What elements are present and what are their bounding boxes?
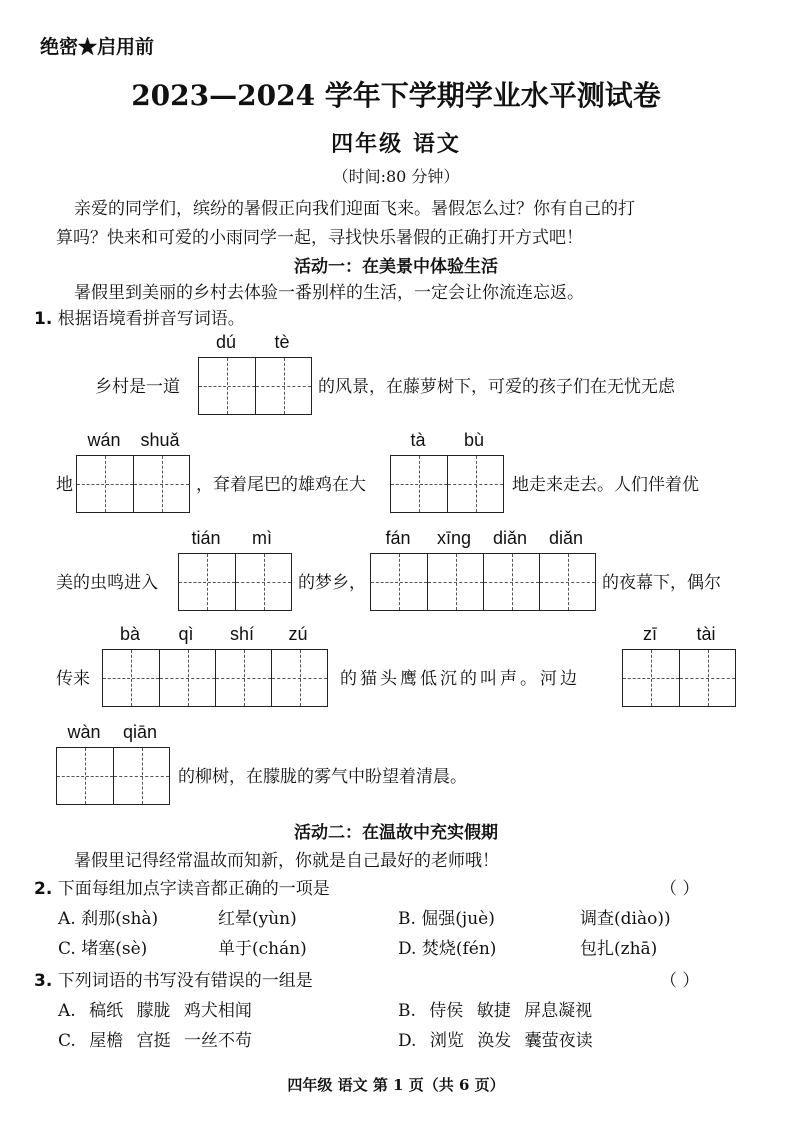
writing-grid[interactable] [370, 553, 596, 611]
question-number: 1. [34, 309, 53, 329]
writing-grid[interactable] [102, 649, 328, 707]
answer-blank[interactable]: （ ） [660, 971, 700, 991]
pinyin: diǎn [548, 528, 584, 548]
sentence-text: 的猫头鹰低沉的叫声。河边 [340, 669, 580, 689]
option-d: D. 焚烧(fén) [398, 939, 497, 959]
sentence-text: 的风景，在藤萝树下，可爱的孩子们在无忧无虑 [318, 377, 675, 397]
sentence-text: 传来 [56, 669, 90, 689]
question-1 [34, 304, 245, 329]
option-b: B. 侍侯 敏捷 屏息凝视 [398, 1001, 593, 1021]
writing-grid[interactable] [76, 455, 190, 513]
exam-subtitle: 四年级 语文 [331, 131, 461, 157]
pinyin: bà [119, 624, 141, 644]
exam-time: （时间:80 分钟） [332, 167, 460, 186]
option-a: A. 刹那(shà) [58, 909, 159, 929]
pinyin: qì [178, 624, 194, 644]
writing-grid[interactable] [622, 649, 736, 707]
answer-blank[interactable]: （ ） [660, 879, 700, 899]
pinyin: bù [463, 430, 485, 450]
sentence-text: 地 [56, 475, 73, 495]
pinyin: wán [87, 430, 121, 450]
option-b-2: 调查(diào)) [580, 909, 671, 929]
pinyin: diǎn [492, 528, 528, 548]
option-c: C. 屋檐 宫挺 一丝不苟 [58, 1031, 253, 1051]
option-d: D. 浏览 涣发 囊萤夜读 [398, 1031, 593, 1051]
sentence-text: 的柳树，在朦胧的雾气中盼望着清晨。 [178, 767, 467, 787]
sentence-text: ，耷着尾巴的雄鸡在大 [196, 475, 366, 495]
option-b: B. 倔强(juè) [398, 909, 495, 929]
question-text: 下列词语的书写没有错误的一组是 [57, 971, 313, 991]
question-2 [34, 874, 330, 899]
intro-line-1: 亲爱的同学们，缤纷的暑假正向我们迎面飞来。暑假怎么过？你有自己的打 [74, 199, 635, 219]
page-footer: 四年级 语文 第 1 页（共 6 页） [287, 1076, 505, 1094]
sentence-text: 的梦乡， [298, 573, 366, 593]
option-a: A. 稿纸 朦胧 鸡犬相闻 [58, 1001, 252, 1021]
option-c: C. 堵塞(sè) [58, 939, 148, 959]
pinyin: tà [410, 430, 426, 450]
question-text: 根据语境看拼音写词语。 [57, 309, 245, 329]
activity-1-title: 活动一：在美景中体验生活 [294, 257, 498, 277]
pinyin: shuǎ [140, 430, 180, 450]
activity-2-desc: 暑假里记得经常温故而知新，你就是自己最好的老师哦！ [74, 851, 499, 871]
question-number: 3. [34, 971, 53, 991]
intro-line-2: 算吗？快来和可爱的小雨同学一起，寻找快乐暑假的正确打开方式吧！ [56, 228, 583, 248]
pinyin: zī [642, 624, 657, 644]
pinyin: fán [385, 528, 411, 548]
question-number: 2. [34, 879, 53, 899]
sentence-text: 美的虫鸣进入 [56, 573, 158, 593]
confidential-label: 绝密★启用前 [40, 36, 155, 58]
sentence-text: 乡村是一道 [95, 377, 180, 397]
writing-grid[interactable] [390, 455, 504, 513]
pinyin: xīng [436, 528, 472, 548]
pinyin: zú [288, 624, 308, 644]
pinyin: mì [252, 528, 272, 548]
option-c-2: 单于(chán) [218, 939, 307, 959]
sentence-text: 的夜幕下，偶尔 [602, 573, 721, 593]
writing-grid[interactable] [198, 357, 312, 415]
activity-1-desc: 暑假里到美丽的乡村去体验一番别样的生活，一定会让你流连忘返。 [74, 283, 584, 303]
pinyin: tián [191, 528, 221, 548]
pinyin: wàn [67, 722, 101, 742]
exam-title: 2023—2024 学年下学期学业水平测试卷 [131, 79, 661, 112]
option-d-2: 包扎(zhā) [580, 939, 658, 959]
question-text: 下面每组加点字读音都正确的一项是 [57, 879, 330, 899]
pinyin: shí [229, 624, 254, 644]
activity-2-title: 活动二：在温故中充实假期 [294, 823, 498, 843]
pinyin: tài [696, 624, 716, 644]
pinyin: qiān [122, 722, 158, 742]
question-3 [34, 966, 313, 991]
pinyin: tè [274, 332, 290, 352]
pinyin: dú [215, 332, 237, 352]
writing-grid[interactable] [56, 747, 170, 805]
option-a-2: 红晕(yùn) [218, 909, 297, 929]
writing-grid[interactable] [178, 553, 292, 611]
sentence-text: 地走来走去。人们伴着优 [512, 475, 699, 495]
